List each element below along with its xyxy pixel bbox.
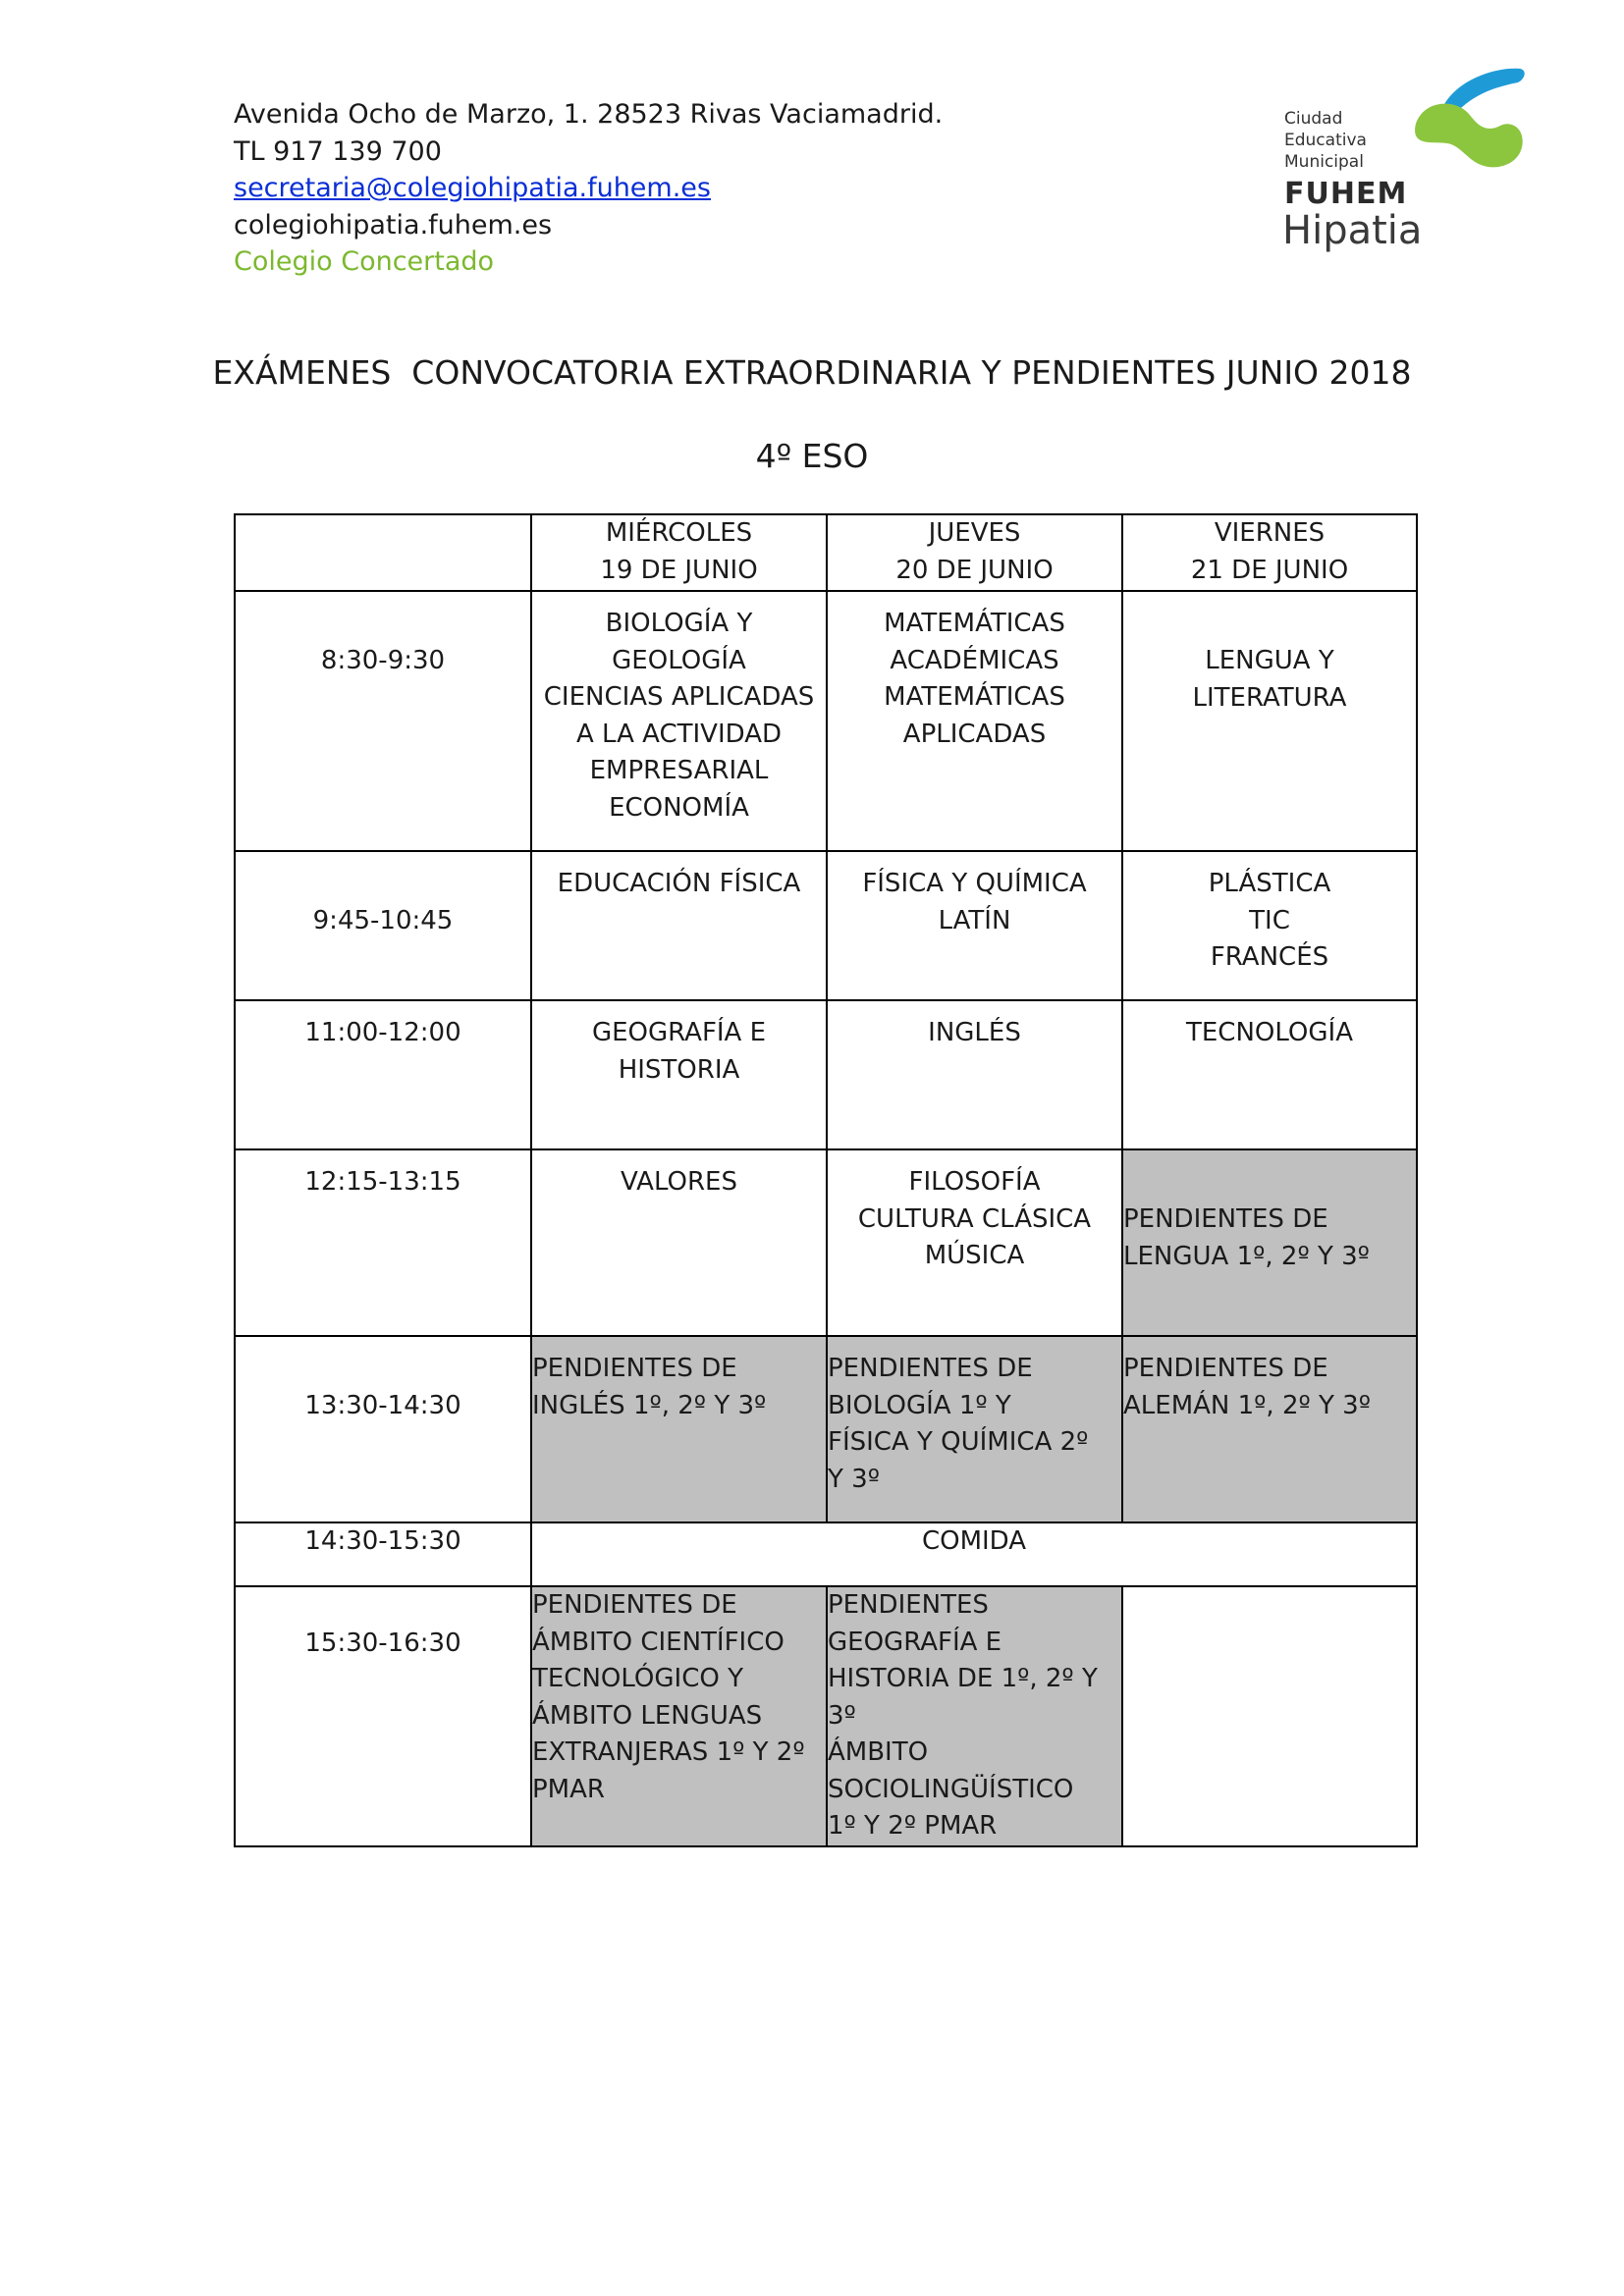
exam-subject-line: ÁMBITO LENGUAS [532, 1700, 763, 1731]
pending-exam-cell [1122, 1336, 1417, 1522]
logo-brand: FUHEM [1284, 177, 1408, 211]
page-title: EXÁMENES CONVOCATORIA EXTRAORDINARIA Y PENDIENTES JUNIO 2018 [212, 353, 1412, 392]
exam-subject-line: FRANCÉS [1210, 942, 1329, 972]
exam-subject-line: LENGUA Y [1205, 646, 1334, 675]
exam-subject-line: GEOGRAFÍA E [828, 1627, 1002, 1657]
exam-cell [531, 1149, 827, 1336]
table-row [235, 1149, 1417, 1336]
exam-cell [1122, 591, 1417, 851]
tagline: Colegio Concertado [234, 246, 495, 277]
exam-subject-line: Y 3º [828, 1464, 880, 1494]
exam-subject-line: ALEMÁN 1º, 2º Y 3º [1123, 1390, 1371, 1420]
day-name: MIÉRCOLES [605, 518, 753, 548]
pending-exam-cell [827, 1336, 1122, 1522]
exam-subject-line: A LA ACTIVIDAD [575, 719, 783, 749]
exam-subject-line: TIC [1249, 905, 1290, 935]
pending-exam-cell [531, 1336, 827, 1522]
table-row [235, 1336, 1417, 1522]
exam-subject-line: FILOSOFÍA [908, 1167, 1041, 1197]
exam-subject-line: BIOLOGÍA 1º Y [828, 1390, 1011, 1420]
time-slot: 11:00-12:00 [235, 1000, 531, 1149]
empty-cell [1122, 1586, 1417, 1846]
day-date: 19 DE JUNIO [600, 555, 758, 585]
table-row [235, 591, 1417, 851]
exam-subject-line: FÍSICA Y QUÍMICA [862, 869, 1087, 898]
exam-subject-line: ÁMBITO CIENTÍFICO [532, 1627, 785, 1657]
contact-block [234, 96, 943, 281]
exam-subject-line: HISTORIA DE 1º, 2º Y [828, 1664, 1098, 1693]
exam-subject-line: LATÍN [938, 905, 1011, 935]
exam-subject-line: PENDIENTES DE [1123, 1354, 1328, 1383]
day-date: 21 DE JUNIO [1190, 555, 1349, 585]
lunch-cell: COMIDA [531, 1522, 1417, 1586]
logo-name: Hipatia [1282, 208, 1423, 253]
exam-subject-line: PLÁSTICA [1208, 869, 1331, 898]
day-name: JUEVES [928, 518, 1021, 548]
time-slot: 9:45-10:45 [235, 851, 531, 1000]
exam-cell [827, 1149, 1122, 1336]
exam-subject-line: PENDIENTES DE [532, 1590, 737, 1620]
school-logo [1276, 61, 1532, 257]
lunch-row [235, 1522, 1417, 1586]
website: colegiohipatia.fuhem.es [234, 209, 553, 240]
exam-cell [531, 851, 827, 1000]
exam-subject-line: INGLÉS [928, 1018, 1021, 1047]
page-subtitle: 4º ESO [755, 437, 869, 475]
exam-subject-line: INGLÉS 1º, 2º Y 3º [532, 1390, 767, 1420]
time-slot: 12:15-13:15 [235, 1149, 531, 1336]
table-row [235, 1586, 1417, 1846]
exam-cell [827, 591, 1122, 851]
exam-subject-line: LITERATURA [1192, 682, 1347, 713]
exam-cell [827, 1000, 1122, 1149]
pending-exam-cell [1122, 1149, 1417, 1336]
time-slot: 15:30-16:30 [235, 1586, 531, 1846]
exam-cell [1122, 1000, 1417, 1149]
exam-subject-line: FÍSICA Y QUÍMICA 2º [828, 1427, 1089, 1457]
day-header-wednesday [531, 514, 827, 591]
exam-cell [531, 1000, 827, 1149]
exam-subject-line: EDUCACIÓN FÍSICA [557, 869, 801, 898]
day-header-thursday [827, 514, 1122, 591]
exam-subject-line: SOCIOLINGÜÍSTICO [828, 1774, 1074, 1804]
exam-subject-line: HISTORIA [618, 1054, 740, 1085]
exam-subject-line: CIENCIAS APLICADAS [543, 682, 815, 712]
exam-subject-line: CULTURA CLÁSICA [857, 1203, 1092, 1234]
table-row [235, 1000, 1417, 1149]
exam-subject-line: ÁMBITO [828, 1737, 929, 1767]
day-name: VIERNES [1214, 518, 1326, 548]
exam-subject-line: MATEMÁTICAS [884, 609, 1065, 638]
time-slot: 8:30-9:30 [235, 591, 531, 851]
exam-subject-line: TECNOLÓGICO Y [532, 1664, 743, 1693]
exam-subject-line: EXTRANJERAS 1º Y 2º [532, 1737, 805, 1767]
exam-subject-line: BIOLOGÍA Y [605, 609, 753, 638]
logo-line-3: Municipal [1284, 152, 1364, 172]
exam-subject-line: PENDIENTES DE [532, 1354, 737, 1383]
exam-subject-line: ECONOMÍA [609, 792, 749, 823]
day-header-friday [1122, 514, 1417, 591]
exam-schedule-table [234, 513, 1418, 1847]
exam-subject-line: EMPRESARIAL [589, 756, 769, 785]
exam-subject-line: VALORES [621, 1167, 737, 1197]
pending-exam-cell [827, 1586, 1122, 1846]
exam-subject-line: PENDIENTES [828, 1590, 989, 1620]
logo-line-2: Educativa [1284, 131, 1367, 150]
exam-subject-line: GEOLOGÍA [612, 645, 746, 675]
time-slot: 14:30-15:30 [235, 1522, 531, 1586]
exam-subject-line: PENDIENTES DE [828, 1354, 1033, 1383]
exam-subject-line: MATEMÁTICAS [884, 682, 1065, 712]
day-date: 20 DE JUNIO [895, 555, 1054, 585]
exam-subject-line: ACADÉMICAS [890, 645, 1059, 675]
exam-cell [827, 851, 1122, 1000]
email-link[interactable]: secretaria@colegiohipatia.fuhem.es [234, 173, 711, 203]
exam-cell [531, 591, 827, 851]
logo-mark-icon [1404, 61, 1532, 179]
exam-subject-line: 1º Y 2º PMAR [828, 1811, 998, 1841]
logo-line-1: Ciudad [1284, 109, 1343, 129]
address: Avenida Ocho de Marzo, 1. 28523 Rivas Vaciamadrid. [234, 99, 944, 130]
time-slot: 13:30-14:30 [235, 1336, 531, 1522]
exam-subject-line: GEOGRAFÍA E [591, 1018, 767, 1047]
exam-cell [1122, 851, 1417, 1000]
logo-caption [1284, 108, 1367, 173]
exam-subject-line: PENDIENTES DE [1123, 1204, 1328, 1234]
exam-subject-line: PMAR [532, 1774, 605, 1804]
pending-exam-cell [531, 1586, 827, 1846]
exam-subject-line: APLICADAS [902, 719, 1047, 749]
exam-subject-line: 3º [828, 1700, 856, 1731]
exam-subject-line: TECNOLOGÍA [1185, 1018, 1353, 1047]
table-row [235, 851, 1417, 1000]
table-header-row [235, 514, 1417, 591]
exam-subject-line: LENGUA 1º, 2º Y 3º [1123, 1241, 1370, 1271]
phone: TL 917 139 700 [234, 135, 442, 167]
corner-cell [235, 514, 531, 591]
exam-subject-line: MÚSICA [924, 1241, 1025, 1270]
